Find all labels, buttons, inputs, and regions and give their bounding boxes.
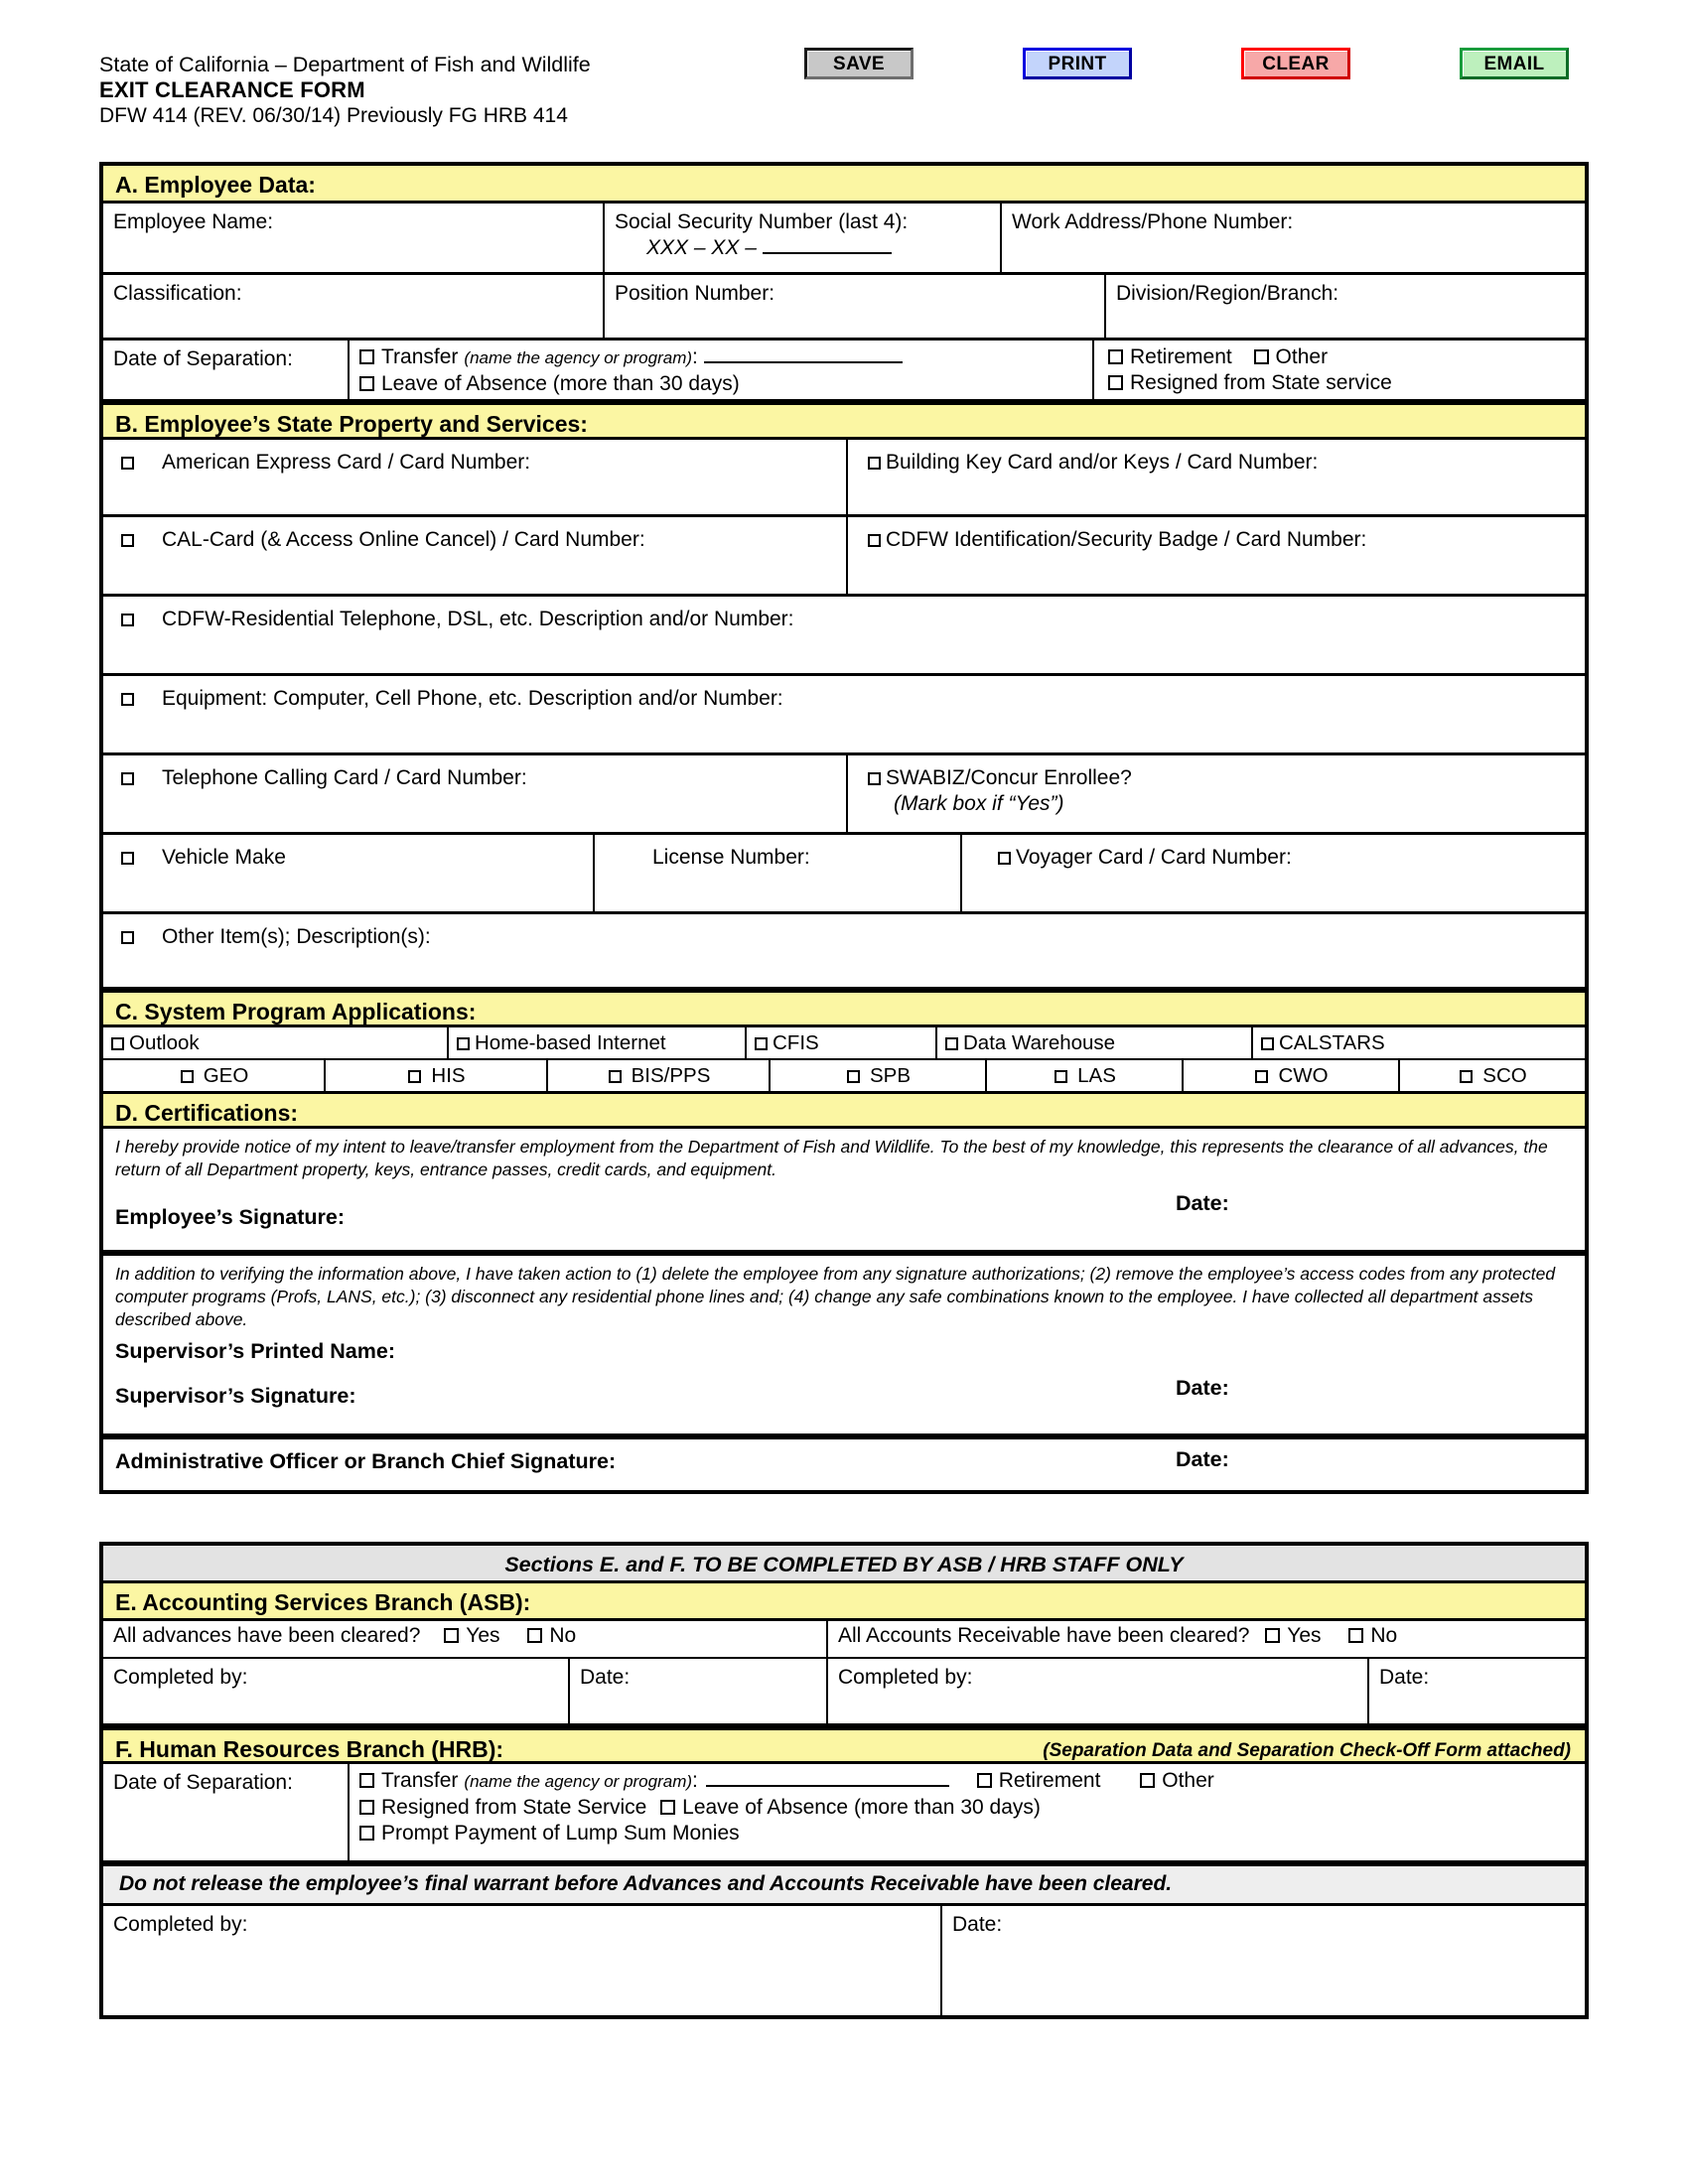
calcard-checkbox[interactable] bbox=[121, 534, 134, 547]
ssn-label: Social Security Number (last 4): bbox=[615, 210, 909, 233]
hrb-resigned-row bbox=[359, 1795, 1577, 1821]
transfer-checkbox[interactable] bbox=[359, 349, 374, 364]
cfis-checkbox[interactable] bbox=[755, 1037, 768, 1050]
hrb-transfer-agency-fill[interactable] bbox=[706, 1770, 949, 1787]
ao-date-label[interactable]: Date: bbox=[1176, 1447, 1229, 1471]
advances-question-label: All advances have been cleared? bbox=[113, 1624, 421, 1647]
ar-question-label: All Accounts Receivable have been cleared? bbox=[838, 1624, 1250, 1647]
building-key-cell bbox=[848, 440, 1585, 514]
asb-completed-by-cell-2[interactable] bbox=[828, 1659, 1369, 1723]
supervisor-certification-text: In addition to verifying the information above, I have taken action to (1) delete the employee from any signature authorizations; (2) remove the employee’s access codes from any protected computer programs (Profs, LANS, etc.); (3) disconnect any residential phone lines and; (4) change any safe combinations known to the employee. I have collected all department assets described above. bbox=[115, 1264, 1556, 1329]
section-d-supervisor-row bbox=[103, 1253, 1585, 1436]
position-number-label: Position Number: bbox=[615, 282, 775, 305]
leave-option-row bbox=[359, 371, 1084, 397]
section-b-row-residential-phone bbox=[103, 597, 1585, 676]
hrb-leave-label: Leave of Absence (more than 30 days) bbox=[682, 1796, 1041, 1819]
transfer-agency-fill[interactable] bbox=[704, 346, 903, 363]
hrb-retirement-label: Retirement bbox=[998, 1769, 1101, 1792]
advances-cleared-cell bbox=[103, 1621, 828, 1657]
calcard-label: CAL-Card (& Access Online Cancel) / Card Number: bbox=[162, 528, 645, 551]
separation-reason-cell bbox=[350, 341, 1094, 399]
spb-checkbox[interactable] bbox=[847, 1070, 860, 1083]
building-key-label: Building Key Card and/or Keys / Card Number: bbox=[886, 451, 1319, 474]
form-id-line: DFW 414 (REV. 06/30/14) Previously FG HRB 414 bbox=[99, 104, 568, 127]
hrb-completed-by-label: Completed by: bbox=[113, 1913, 248, 1936]
form-header bbox=[99, 52, 1589, 137]
sections-e-f-block bbox=[99, 1542, 1589, 2019]
classification-label: Classification: bbox=[113, 282, 242, 305]
employee-name-label: Employee Name: bbox=[113, 210, 274, 233]
section-e-completed-row bbox=[103, 1659, 1585, 1726]
employee-certification-text: I hereby provide notice of my intent to leave/transfer employment from the Department of Fish and Wildlife. To the best of my knowledge, this represents the clearance of all advances, the return of all Department property, keys, entrance passes, credit cards, and equipment. bbox=[115, 1137, 1548, 1179]
hrb-lump-sum-checkbox[interactable] bbox=[359, 1826, 374, 1841]
section-a-row-name bbox=[103, 204, 1585, 275]
retirement-label: Retirement bbox=[1130, 345, 1232, 368]
bis-pps-label: BIS/PPS bbox=[631, 1064, 711, 1087]
section-b-row-vehicle bbox=[103, 835, 1585, 914]
employee-date-label[interactable]: Date: bbox=[1176, 1191, 1229, 1215]
hrb-lump-sum-row bbox=[359, 1821, 1577, 1846]
calstars-label: CALSTARS bbox=[1279, 1031, 1385, 1054]
clear-button-label: CLEAR bbox=[1262, 54, 1330, 74]
transfer-colon: : bbox=[692, 345, 698, 368]
hrb-separation-options-cell bbox=[350, 1764, 1585, 1860]
asb-completed-by-label-1: Completed by: bbox=[113, 1666, 248, 1689]
employee-signature-label[interactable]: Employee’s Signature: bbox=[115, 1205, 345, 1229]
app-geo[interactable] bbox=[103, 1060, 326, 1091]
hrb-transfer-label: Transfer bbox=[381, 1769, 459, 1792]
date-of-separation-cell[interactable] bbox=[103, 341, 350, 399]
building-key-checkbox[interactable] bbox=[868, 457, 881, 470]
asb-date-cell-1[interactable] bbox=[570, 1659, 828, 1723]
employee-name-cell[interactable] bbox=[103, 204, 605, 272]
ef-banner: Sections E. and F. TO BE COMPLETED BY ASB / HRB STAFF ONLY bbox=[103, 1546, 1585, 1583]
bis-pps-checkbox[interactable] bbox=[609, 1070, 622, 1083]
section-f-heading-band bbox=[103, 1726, 1585, 1764]
hrb-transfer-colon: : bbox=[692, 1769, 698, 1792]
asb-date-cell-2[interactable] bbox=[1369, 1659, 1585, 1723]
voyager-cell bbox=[962, 835, 1585, 911]
swabiz-checkbox[interactable] bbox=[868, 772, 881, 785]
license-number-label: License Number: bbox=[652, 846, 810, 869]
hrb-other-label: Other bbox=[1162, 1769, 1214, 1792]
hrb-resigned-checkbox[interactable] bbox=[359, 1800, 374, 1815]
leave-of-absence-checkbox[interactable] bbox=[359, 376, 374, 391]
home-internet-checkbox[interactable] bbox=[457, 1037, 470, 1050]
hrb-date-cell[interactable] bbox=[942, 1906, 1585, 2015]
app-cfis[interactable] bbox=[747, 1027, 937, 1058]
advances-no-label: No bbox=[549, 1624, 577, 1647]
asb-date-label-2: Date: bbox=[1379, 1666, 1430, 1689]
cfis-label: CFIS bbox=[773, 1031, 819, 1054]
page-title: EXIT CLEARANCE FORM bbox=[99, 77, 365, 102]
cwo-checkbox[interactable] bbox=[1255, 1070, 1268, 1083]
app-bis-pps[interactable] bbox=[548, 1060, 771, 1091]
asb-completed-by-label-2: Completed by: bbox=[838, 1666, 973, 1689]
supervisor-signature-line bbox=[103, 1368, 1585, 1419]
calling-card-cell bbox=[103, 755, 848, 832]
his-label: HIS bbox=[431, 1064, 466, 1087]
hrb-transfer-row bbox=[359, 1768, 1577, 1795]
voyager-label: Voyager Card / Card Number: bbox=[1016, 846, 1292, 869]
sco-checkbox[interactable] bbox=[1460, 1070, 1473, 1083]
equipment-label: Equipment: Computer, Cell Phone, etc. Description and/or Number: bbox=[162, 687, 783, 710]
section-e-questions-row bbox=[103, 1621, 1585, 1659]
email-button[interactable] bbox=[1460, 48, 1569, 79]
voyager-checkbox[interactable] bbox=[998, 852, 1011, 865]
calstars-checkbox[interactable] bbox=[1261, 1037, 1274, 1050]
amex-checkbox[interactable] bbox=[121, 457, 134, 470]
outlook-label: Outlook bbox=[129, 1031, 200, 1054]
division-label: Division/Region/Branch: bbox=[1116, 282, 1339, 305]
vehicle-make-checkbox[interactable] bbox=[121, 852, 134, 865]
leave-of-absence-label: Leave of Absence (more than 30 days) bbox=[381, 372, 740, 395]
other-checkbox[interactable] bbox=[1254, 349, 1269, 364]
las-label: LAS bbox=[1077, 1064, 1116, 1087]
vehicle-make-cell bbox=[103, 835, 595, 911]
hrb-completed-by-cell[interactable] bbox=[103, 1906, 942, 2015]
app-las[interactable] bbox=[987, 1060, 1184, 1091]
ao-signature-label[interactable]: Administrative Officer or Branch Chief Signature: bbox=[115, 1449, 617, 1473]
ssn-fill-line[interactable] bbox=[763, 237, 892, 254]
clear-button[interactable] bbox=[1241, 48, 1350, 79]
work-address-cell[interactable] bbox=[1002, 204, 1585, 272]
section-b-row-amex bbox=[103, 440, 1585, 517]
section-d-heading: D. Certifications: bbox=[103, 1091, 1585, 1129]
his-checkbox[interactable] bbox=[408, 1070, 421, 1083]
hrb-resigned-label: Resigned from State Service bbox=[381, 1796, 647, 1819]
advances-yes-label: Yes bbox=[466, 1624, 500, 1647]
equipment-checkbox[interactable] bbox=[121, 693, 134, 706]
app-cwo[interactable] bbox=[1184, 1060, 1400, 1091]
section-b-row-equipment bbox=[103, 676, 1585, 755]
print-button[interactable] bbox=[1023, 48, 1132, 79]
app-calstars[interactable] bbox=[1253, 1027, 1585, 1058]
other-label: Other bbox=[1275, 345, 1329, 368]
separation-type-cell bbox=[1094, 341, 1585, 399]
ssn-cell[interactable] bbox=[605, 204, 1002, 272]
geo-label: GEO bbox=[203, 1064, 249, 1087]
supervisor-signature-label[interactable]: Supervisor’s Signature: bbox=[115, 1384, 356, 1408]
section-b-heading: B. Employee’s State Property and Services: bbox=[103, 402, 1585, 440]
hrb-transfer-checkbox[interactable] bbox=[359, 1773, 374, 1788]
data-warehouse-label: Data Warehouse bbox=[963, 1031, 1116, 1054]
classification-cell[interactable] bbox=[103, 275, 605, 338]
transfer-option-row bbox=[359, 344, 1084, 371]
home-internet-label: Home-based Internet bbox=[475, 1031, 666, 1054]
swabiz-cell bbox=[848, 755, 1585, 832]
vehicle-make-label: Vehicle Make bbox=[162, 846, 286, 869]
las-checkbox[interactable] bbox=[1055, 1070, 1067, 1083]
hrb-lump-sum-label: Prompt Payment of Lump Sum Monies bbox=[381, 1822, 740, 1844]
hrb-date-of-separation-label: Date of Separation: bbox=[113, 1771, 293, 1794]
asb-date-label-1: Date: bbox=[580, 1666, 631, 1689]
amex-cell bbox=[103, 440, 848, 514]
residential-phone-cell bbox=[103, 597, 1585, 673]
ar-cleared-cell bbox=[828, 1621, 1585, 1657]
section-d-employee-cert-row bbox=[103, 1129, 1585, 1253]
resigned-label: Resigned from State service bbox=[1130, 371, 1392, 394]
calcard-cell bbox=[103, 517, 848, 594]
residential-phone-checkbox[interactable] bbox=[121, 614, 134, 626]
supervisor-printed-name-label[interactable]: Supervisor’s Printed Name: bbox=[115, 1339, 395, 1363]
asb-completed-by-cell-1[interactable] bbox=[103, 1659, 570, 1723]
section-f-separation-row bbox=[103, 1764, 1585, 1863]
ar-no-checkbox[interactable] bbox=[1348, 1628, 1363, 1643]
hrb-other-checkbox[interactable] bbox=[1140, 1773, 1155, 1788]
section-c-row-1 bbox=[103, 1027, 1585, 1060]
spb-label: SPB bbox=[869, 1064, 912, 1087]
hrb-date-of-separation-cell[interactable] bbox=[103, 1764, 350, 1860]
section-f-completed-row bbox=[103, 1906, 1585, 2015]
position-number-cell[interactable] bbox=[605, 275, 1106, 338]
resigned-checkbox[interactable] bbox=[1108, 375, 1123, 390]
header-text-block bbox=[99, 52, 591, 129]
section-b-row-calcard bbox=[103, 517, 1585, 597]
other-items-label: Other Item(s); Description(s): bbox=[162, 925, 431, 948]
hrb-transfer-note: (name the agency or program) bbox=[464, 1772, 693, 1791]
cwo-label: CWO bbox=[1278, 1064, 1329, 1087]
app-spb[interactable] bbox=[771, 1060, 987, 1091]
calling-card-label: Telephone Calling Card / Card Number: bbox=[162, 766, 527, 789]
hrb-leave-checkbox[interactable] bbox=[660, 1800, 675, 1815]
sco-label: SCO bbox=[1482, 1064, 1527, 1087]
header-button-row bbox=[804, 48, 1599, 93]
license-number-cell[interactable] bbox=[595, 835, 962, 911]
geo-checkbox[interactable] bbox=[181, 1070, 194, 1083]
app-his[interactable] bbox=[326, 1060, 548, 1091]
employee-signature-line bbox=[103, 1183, 1585, 1240]
save-button[interactable] bbox=[804, 48, 914, 79]
residential-phone-label: CDFW-Residential Telephone, DSL, etc. Description and/or Number: bbox=[162, 608, 794, 630]
swabiz-label: SWABIZ/Concur Enrollee? bbox=[886, 766, 1132, 789]
section-a-row-classification bbox=[103, 275, 1585, 341]
app-sco[interactable] bbox=[1400, 1060, 1585, 1091]
transfer-note: (name the agency or program) bbox=[464, 348, 693, 367]
resigned-row bbox=[1108, 370, 1577, 396]
data-warehouse-checkbox[interactable] bbox=[945, 1037, 958, 1050]
print-button-label: PRINT bbox=[1048, 54, 1107, 74]
ar-yes-checkbox[interactable] bbox=[1265, 1628, 1280, 1643]
equipment-cell bbox=[103, 676, 1585, 752]
retirement-checkbox[interactable] bbox=[1108, 349, 1123, 364]
cdfw-id-checkbox[interactable] bbox=[868, 534, 881, 547]
section-d-ao-row bbox=[103, 1436, 1585, 1490]
date-of-separation-label: Date of Separation: bbox=[113, 347, 293, 370]
app-data-warehouse[interactable] bbox=[937, 1027, 1253, 1058]
cdfw-id-cell bbox=[848, 517, 1585, 594]
section-e-heading: E. Accounting Services Branch (ASB): bbox=[103, 1583, 1585, 1621]
ar-no-label: No bbox=[1370, 1624, 1398, 1647]
swabiz-note: (Mark box if “Yes”) bbox=[894, 792, 1064, 815]
ao-signature-line bbox=[103, 1439, 1585, 1484]
transfer-label: Transfer bbox=[381, 345, 459, 368]
ssn-mask: XXX – XX – bbox=[646, 236, 763, 259]
calling-card-checkbox[interactable] bbox=[121, 772, 134, 785]
other-items-checkbox[interactable] bbox=[121, 931, 134, 944]
retirement-other-row bbox=[1108, 344, 1577, 370]
amex-label: American Express Card / Card Number: bbox=[162, 451, 531, 474]
email-button-label: EMAIL bbox=[1483, 54, 1545, 74]
ar-yes-label: Yes bbox=[1287, 1624, 1322, 1647]
section-a-heading: A. Employee Data: bbox=[103, 166, 1585, 204]
section-a-row-separation bbox=[103, 341, 1585, 402]
hrb-warning-bar: Do not release the employee’s final warrant before Advances and Accounts Receivable have been cleared. bbox=[103, 1863, 1585, 1906]
app-outlook[interactable] bbox=[103, 1027, 449, 1058]
save-button-label: SAVE bbox=[833, 54, 885, 74]
section-c-row-2 bbox=[103, 1060, 1585, 1091]
section-f-heading-note: (Separation Data and Separation Check-Off Form attached) bbox=[1043, 1740, 1571, 1761]
section-f-heading: F. Human Resources Branch (HRB): bbox=[115, 1736, 504, 1762]
hrb-date-label: Date: bbox=[952, 1913, 1003, 1936]
section-b-row-other-items bbox=[103, 914, 1585, 990]
hrb-retirement-checkbox[interactable] bbox=[977, 1773, 992, 1788]
advances-no-checkbox[interactable] bbox=[527, 1628, 542, 1643]
outlook-checkbox[interactable] bbox=[111, 1037, 124, 1050]
section-c-heading: C. System Program Applications: bbox=[103, 990, 1585, 1027]
swabiz-row bbox=[868, 765, 1577, 791]
sections-a-to-d-block bbox=[99, 162, 1589, 1494]
supervisor-date-label[interactable]: Date: bbox=[1176, 1376, 1229, 1400]
supervisor-printed-name-line bbox=[103, 1333, 1585, 1368]
division-cell[interactable] bbox=[1106, 275, 1585, 338]
app-home-internet[interactable] bbox=[449, 1027, 747, 1058]
work-address-label: Work Address/Phone Number: bbox=[1012, 210, 1294, 233]
cdfw-id-label: CDFW Identification/Security Badge / Card Number: bbox=[886, 528, 1367, 551]
advances-yes-checkbox[interactable] bbox=[444, 1628, 459, 1643]
section-b-row-calling-card bbox=[103, 755, 1585, 835]
agency-line: State of California – Department of Fish and Wildlife bbox=[99, 53, 591, 76]
other-items-cell bbox=[103, 914, 1585, 987]
